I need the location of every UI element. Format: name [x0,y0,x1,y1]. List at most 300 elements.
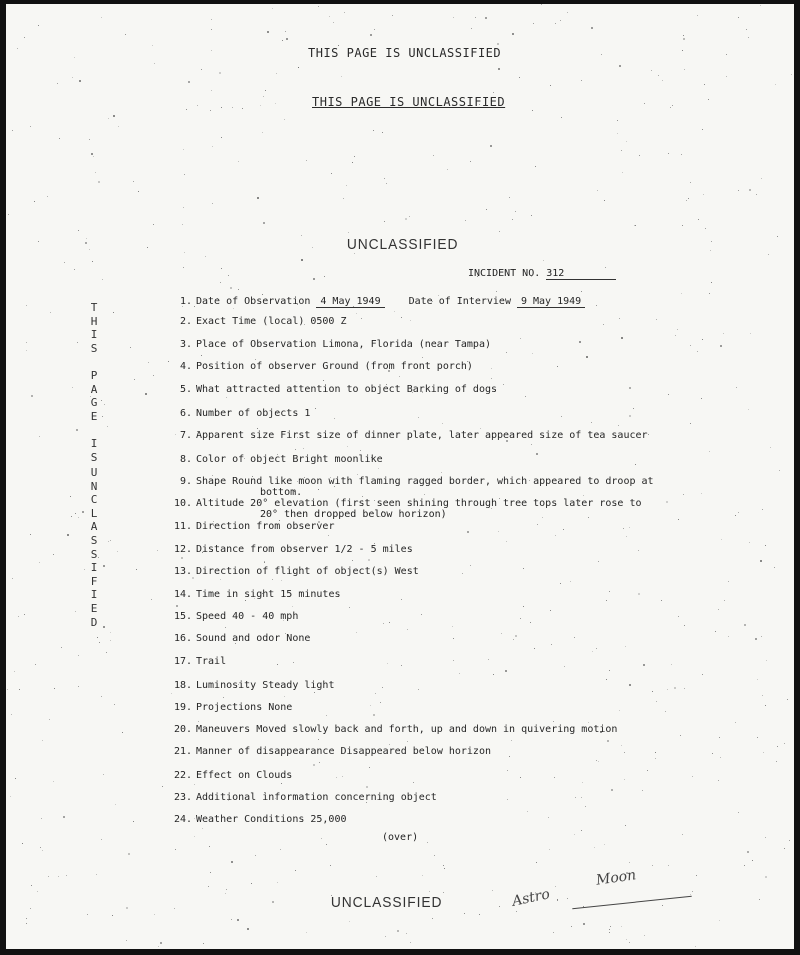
item-number: 4. [179,361,192,372]
paper-speck [479,914,480,915]
paper-speck [91,153,93,155]
paper-speck [104,404,105,405]
paper-speck [531,444,532,445]
item-row [168,566,419,577]
paper-speck [344,12,345,13]
paper-speck [225,627,226,628]
paper-speck [712,753,713,754]
paper-speck [401,317,402,318]
paper-speck [648,434,649,435]
paper-speck [701,398,702,399]
paper-speck [470,565,471,566]
paper-speck [768,254,769,255]
paper-speck [709,293,710,294]
paper-speck [702,674,703,675]
paper-speck [549,849,550,850]
paper-speck [513,639,514,640]
paper-speck [557,899,558,900]
paper-speck [394,311,395,312]
paper-speck [609,670,610,671]
paper-speck [201,355,202,356]
paper-speck [525,396,526,397]
paper-speck [58,876,59,877]
paper-speck [313,764,315,766]
item-label: Shape [196,476,227,487]
paper-speck [54,688,55,689]
paper-speck [624,779,625,780]
paper-speck [675,335,676,336]
paper-speck [110,632,111,633]
paper-speck [295,870,296,871]
paper-speck [499,906,500,907]
paper-speck [292,606,293,607]
paper-speck [555,535,556,536]
item-row [168,724,617,735]
item-row [168,611,298,622]
paper-speck [157,550,158,551]
item-answer: Steady light [262,680,335,691]
paper-speck [728,581,729,582]
paper-speck [718,780,719,781]
paper-speck [606,679,607,680]
paper-speck [532,353,533,354]
paper-speck [110,640,111,641]
paper-speck [609,932,610,933]
paper-speck [211,50,212,51]
paper-speck [523,606,524,607]
paper-speck [87,914,88,915]
paper-speck [113,312,114,313]
paper-speck [184,252,185,253]
paper-speck [383,623,384,624]
paper-speck [622,172,623,173]
paper-speck [53,554,54,555]
paper-speck [405,218,407,220]
paper-speck [117,551,118,552]
paper-speck [162,786,163,787]
paper-speck [765,705,766,706]
paper-speck [26,342,27,343]
item-label: Exact Time (local) [196,316,305,327]
paper-speck [99,642,100,643]
paper-speck [629,862,630,863]
paper-speck [251,883,252,884]
paper-speck [791,74,792,75]
paper-speck [188,81,190,83]
paper-speck [211,29,212,30]
paper-speck [684,688,685,689]
paper-speck [280,849,281,850]
paper-speck [160,942,162,944]
vertical-letter [88,423,100,437]
paper-speck [443,892,444,893]
paper-speck [721,539,722,540]
item-answer: Ground (from front porch) [322,361,473,372]
paper-speck [125,34,126,35]
paper-speck [480,428,481,429]
paper-speck [211,19,212,20]
paper-speck [154,63,155,64]
paper-speck [759,899,760,900]
paper-speck [704,84,705,85]
paper-speck [370,34,372,36]
paper-speck [555,886,556,887]
vertical-letter: I [90,436,98,450]
paper-speck [692,776,693,777]
paper-speck [761,636,762,637]
paper-speck [384,221,385,222]
paper-speck [223,697,224,698]
classification-header-1: THIS PAGE IS UNCLASSIFIED [308,46,502,60]
paper-speck [63,816,65,818]
incident-number [468,268,616,280]
paper-speck [321,838,322,839]
paper-speck [585,806,586,807]
paper-speck [19,689,20,690]
paper-speck [710,250,711,251]
item-number: 8. [179,454,192,465]
paper-speck [17,48,18,49]
paper-speck [93,156,94,157]
paper-speck [277,882,278,883]
paper-speck [50,312,51,313]
paper-speck [314,692,315,693]
item-label: Altitude [196,498,245,509]
paper-speck [183,149,184,150]
item-label-secondary: Date of Interview [408,296,511,307]
paper-speck [231,919,232,920]
paper-speck [318,6,319,7]
paper-speck [531,215,532,216]
paper-speck [114,704,115,705]
paper-speck [422,357,423,358]
paper-speck [79,80,81,82]
paper-speck [617,133,618,134]
paper-speck [238,289,239,290]
paper-speck [31,395,33,397]
paper-speck [596,648,597,649]
item-number: 18. [173,680,192,691]
paper-speck [621,150,622,151]
paper-speck [12,130,13,131]
paper-speck [746,29,747,30]
paper-speck [368,559,370,561]
paper-speck [30,908,31,909]
paper-speck [723,333,724,334]
paper-speck [609,591,610,592]
item-answer: Disappeared below horizon [340,746,491,757]
paper-speck [488,659,489,660]
paper-speck [113,115,115,117]
paper-speck [683,38,685,40]
paper-speck [186,109,187,110]
paper-speck [220,579,221,580]
paper-speck [512,33,514,35]
paper-speck [701,493,702,494]
paper-speck [31,885,32,886]
paper-speck [78,517,79,518]
paper-speck [312,247,313,248]
paper-speck [205,256,206,257]
paper-speck [777,746,778,747]
paper-speck [601,54,602,55]
item-label: Color of object [196,454,287,465]
paper-speck [505,670,507,672]
paper-speck [441,472,442,473]
paper-speck [210,872,211,873]
paper-speck [151,599,152,600]
paper-speck [784,743,785,744]
paper-speck [591,422,592,423]
paper-speck [24,37,25,38]
paper-speck [652,691,653,692]
paper-speck [509,197,510,198]
item-row [168,680,334,691]
paper-speck [356,632,357,633]
paper-speck [26,350,27,351]
item-answer: West [394,566,419,577]
paper-speck [635,225,636,226]
paper-speck [209,846,210,847]
paper-speck [672,105,673,106]
paper-speck [536,453,538,455]
paper-speck [684,69,685,70]
paper-speck [512,219,513,220]
paper-speck [376,876,377,877]
item-answer: 4 May 1949 [316,296,384,308]
paper-speck [682,225,683,226]
item-answer: 0500 Z [310,316,347,327]
paper-speck [583,923,585,925]
paper-speck [210,110,211,111]
paper-speck [553,721,554,722]
paper-speck [453,638,454,639]
paper-speck [245,600,246,601]
paper-speck [233,308,234,309]
paper-speck [101,17,102,18]
item-label: What attracted attention to object [196,384,401,395]
paper-speck [418,417,419,418]
paper-speck [26,918,27,919]
paper-speck [225,893,226,894]
vertical-letter: U [90,466,98,479]
paper-speck [464,913,465,914]
paper-speck [343,198,344,199]
paper-speck [89,139,90,140]
paper-speck [639,155,640,156]
paper-speck [194,784,195,785]
paper-speck [30,534,31,535]
paper-speck [744,624,746,626]
item-number: 23. [173,792,192,803]
paper-speck [34,201,35,202]
paper-speck [682,834,683,835]
paper-speck [470,161,471,162]
paper-speck [598,761,599,762]
paper-speck [619,65,621,67]
paper-speck [203,943,204,944]
item-answer: None [268,702,293,713]
item-number: 1. [179,296,192,307]
paper-speck [47,196,48,197]
paper-speck [541,4,542,5]
paper-speck [532,110,533,111]
paper-speck [136,569,137,570]
item-label: Trail [196,656,227,667]
paper-speck [492,890,493,891]
paper-speck [319,762,320,763]
item-answer: 1 [304,408,311,419]
paper-speck [333,22,334,23]
paper-speck [497,43,499,45]
classification-header-2: THIS PAGE IS UNCLASSIFIED [312,95,506,109]
paper-speck [635,464,636,465]
paper-speck [101,400,102,401]
paper-speck [429,891,430,892]
paper-speck [656,319,657,320]
vertical-letter: H [90,314,98,328]
item-row [168,430,648,441]
paper-speck [554,777,555,778]
vertical-letter: E [90,601,98,615]
paper-speck [242,108,243,109]
paper-speck [352,162,353,163]
paper-speck [89,249,90,250]
item-row [168,316,347,327]
paper-speck [49,719,50,720]
paper-speck [201,69,202,70]
paper-speck [678,616,679,617]
paper-speck [255,855,256,856]
paper-speck [629,415,631,417]
paper-speck [148,362,149,363]
paper-speck [341,76,342,77]
item-row [168,384,497,395]
paper-speck [677,329,678,330]
paper-speck [744,865,745,866]
paper-speck [542,517,543,518]
paper-speck [604,200,605,201]
paper-speck [680,735,681,736]
item-row [168,296,585,307]
paper-speck [422,875,423,876]
paper-speck [138,191,139,192]
paper-speck [410,942,411,943]
paper-speck [534,648,535,649]
paper-speck [41,818,42,819]
paper-speck [666,501,668,503]
paper-speck [230,287,232,289]
paper-speck [357,474,358,475]
paper-speck [342,776,343,777]
paper-speck [738,190,739,191]
paper-speck [326,715,327,716]
paper-speck [38,25,39,26]
item-number: 6. [179,408,192,419]
item-row [168,656,232,667]
paper-speck [581,80,582,81]
item-number: 2. [179,316,192,327]
paper-speck [323,380,324,381]
item-answer: Barking of dogs [406,384,498,395]
paper-speck [467,531,469,533]
paper-speck [579,341,581,343]
paper-speck [263,96,264,97]
vertical-letter: I [90,328,98,342]
paper-speck [726,76,727,77]
paper-speck [103,774,104,775]
paper-speck [275,103,276,104]
paper-speck [247,928,249,930]
paper-speck [71,516,72,517]
paper-speck [103,565,105,567]
paper-speck [84,569,85,570]
item-label: Apparent size [196,430,275,441]
paper-speck [702,129,703,130]
paper-speck [360,450,361,451]
paper-speck [560,583,561,584]
paper-speck [260,105,261,106]
paper-speck [354,156,355,157]
paper-speck [410,320,411,321]
paper-speck [574,637,575,638]
paper-speck [453,660,454,661]
vertical-letter: C [90,493,98,507]
item-answer: 20° elevation (first seen shining through tree tops later rose to [250,498,642,509]
paper-speck [181,557,183,559]
paper-speck [711,282,712,283]
paper-speck [276,73,277,74]
paper-speck [567,898,568,899]
paper-speck [486,209,487,210]
paper-speck [652,865,653,866]
paper-speck [174,908,175,909]
paper-speck [642,790,643,791]
paper-speck [651,70,652,71]
paper-speck [14,671,15,672]
paper-speck [561,117,562,118]
paper-speck [380,702,381,703]
item-answer: First size of dinner plate, later appeared size of tea saucer [280,430,648,441]
paper-speck [586,356,588,358]
paper-speck [776,761,777,762]
paper-speck [26,305,27,306]
item-number: 11. [173,521,192,532]
paper-speck [407,629,408,630]
paper-speck [389,744,390,745]
paper-speck [306,932,307,933]
incident-label: INCIDENT NO. [468,268,541,279]
paper-speck [561,416,562,417]
paper-speck [281,580,282,581]
incident-value: 312 [546,268,616,280]
item-number: 16. [173,633,192,644]
item-row [168,498,642,509]
paper-speck [749,189,751,191]
paper-speck [610,926,611,927]
paper-speck [133,821,134,822]
paper-speck [698,219,699,220]
vertical-letter: S [90,533,98,547]
paper-speck [102,279,103,280]
paper-speck [668,153,669,154]
paper-speck [378,468,379,469]
paper-speck [668,394,669,395]
paper-speck [607,740,609,742]
paper-speck [175,849,176,850]
item-row [168,521,340,532]
paper-speck [543,260,544,261]
